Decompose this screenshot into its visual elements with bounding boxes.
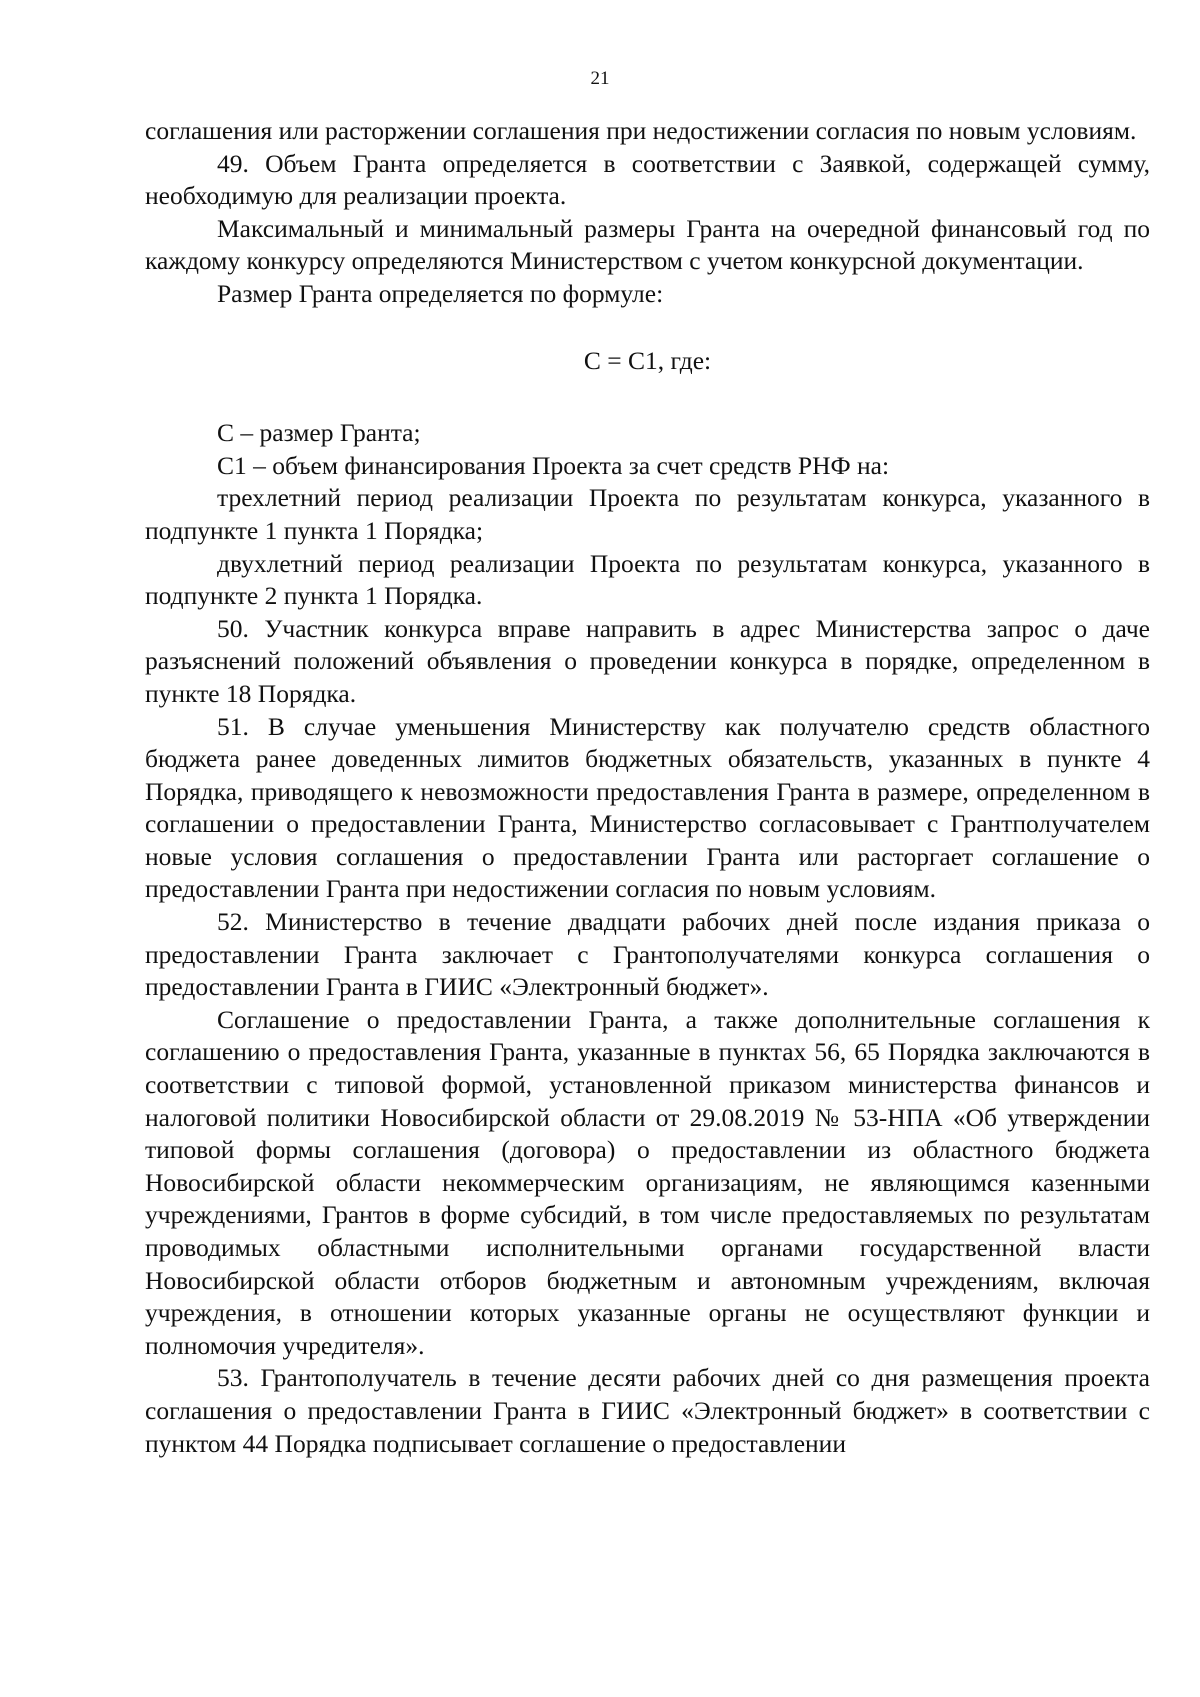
formula-definition-c: С – размер Гранта; xyxy=(217,418,421,448)
paragraph-agreement-form: Соглашение о предоставлении Гранта, а также дополнительные соглашения к соглашению о предоставления Гранта, указанные в пунктах 56, 65 Порядка заключаются в соответствии с типовой формой, установленной приказом министерства финансов и налоговой политики Новосибирской области от 29.08.2019 № 53-НПА «Об утверждении типовой формы соглашения (договора) о предоставлении из областного бюджета Новосибирской области некоммерческим организациям, не являющимся казенными учреждениями, Грантов в форме субсидий, в том числе предоставляемых по результатам проводимых областными исполнительными органами государственной власти Новосибирской области отборов бюджетным и автономным учреждениям, включая учреждения, в отношении которых указанные органы не осуществляют функции и полномочия учредителя». xyxy=(145,1004,1150,1360)
paragraph-50: 50. Участник конкурса вправе направить в адрес Министерства запрос о даче разъяснений положений объявления о проведении конкурса в порядке, определенном в пункте 18 Порядка. xyxy=(145,613,1150,708)
paragraph-52: 52. Министерство в течение двадцати рабочих дней после издания приказа о предоставлении Гранта заключает с Грантополучателями конкурса соглашения о предоставлении Гранта в ГИИС «Электронный бюджет». xyxy=(145,907,1150,1002)
formula-three-year-period: трехлетний период реализации Проекта по результатам конкурса, указанного в подпункте 1 пункта 1 Порядка; xyxy=(145,483,1150,545)
formula: С = С1, где: xyxy=(583,345,712,375)
paragraph-formula-intro: Размер Гранта определяется по формуле: xyxy=(217,278,664,308)
page-number: 21 xyxy=(590,68,610,89)
document-body xyxy=(145,115,1150,1460)
paragraph-49: 49. Объем Гранта определяется в соответствии с Заявкой, содержащей сумму, необходимую для реализации проекта. xyxy=(145,148,1150,211)
formula-two-year-period: двухлетний период реализации Проекта по результатам конкурса, указанного в подпункте 2 пункта 1 Порядка. xyxy=(145,548,1150,611)
paragraph-53: 53. Грантополучатель в течение десяти рабочих дней со дня размещения проекта соглашения о предоставлении Гранта в ГИИС «Электронный бюджет» в соответствии с пунктом 44 Порядка подписывает соглашение о предоставлении xyxy=(145,1363,1150,1458)
paragraph-grant-size-limits: Максимальный и минимальный размеры Гранта на очередной финансовый год по каждому конкурсу определяются Министерством с учетом конкурсной документации. xyxy=(145,213,1150,276)
formula-definition-c1: С1 – объем финансирования Проекта за счет средств РНФ на: xyxy=(217,450,890,480)
paragraph-continuation: соглашения или расторжении соглашения при недостижении согласия по новым условиям. xyxy=(145,116,1137,145)
paragraph-51: 51. В случае уменьшения Министерству как получателю средств областного бюджета ранее доведенных лимитов бюджетных обязательств, указанных в пункте 4 Порядка, приводящего к невозможности предоставления Гранта в размере, определенном в соглашении о предоставлении Гранта, Министерство согласовывает с Грантполучателем новые условия соглашения о предоставлении Гранта или расторгает соглашение о предоставлении Гранта при недостижении согласия по новым условиям. xyxy=(145,711,1150,904)
